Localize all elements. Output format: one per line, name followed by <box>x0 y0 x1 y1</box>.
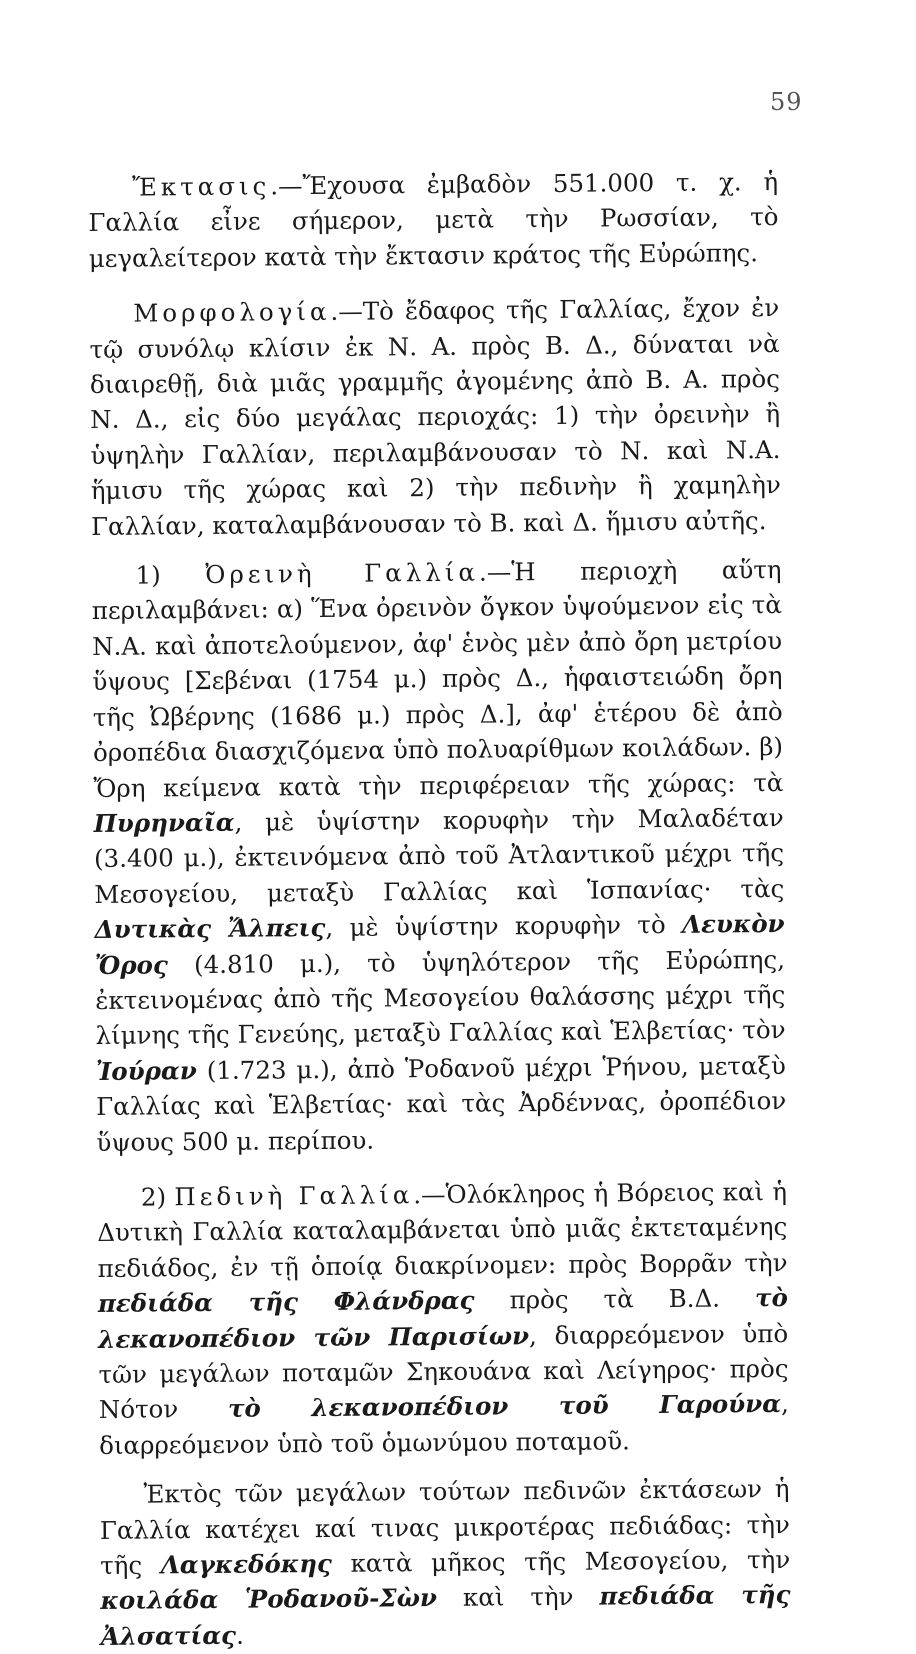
paragraph-text: (4.810 μ.), τὸ ὑψηλότερον τῆς Εὐρώπης, ἐκτεινομένας ἀπὸ τῆς Μεσογείου θαλάσσης μέχρι τῆς λίμνης τῆς Γενεύης, μεταξὺ Γαλλίας καὶ Ἑλβετίας· τὸν <box>95 944 786 1051</box>
heading-pedini: Πεδινὴ Γαλλία <box>174 1180 414 1212</box>
paragraph-text: (1.723 μ.), ἀπὸ Ῥοδανοῦ μέχρι Ῥήνου, μεταξὺ Γαλλίας καὶ Ἑλβετίας· καὶ τὰς Ἀρδέννας, ὀροπέδιον ὕψους 500 μ. περίπου. <box>96 1050 787 1157</box>
term-pyrenees: Πυρηναῖα <box>93 807 235 838</box>
paragraph-ektasis <box>88 164 779 276</box>
term-mont-blanc: Λευκὸν Ὄρος <box>94 909 785 980</box>
term-garonne-basin: τὸ λεκανοπέδιον τοῦ Γαρούνα <box>227 1389 782 1424</box>
section-number: 1) <box>135 560 161 590</box>
paragraph-ektos <box>99 1471 791 1654</box>
paragraph-oreini <box>91 552 786 1160</box>
page-number: 59 <box>770 88 803 116</box>
paragraph-text: .—Ἡ περιοχὴ αὕτη περιλαμβάνει: α) Ἕνα ὀρεινὸν ὄγκον ὑψούμενον εἰς τὰ Ν.Α. καὶ ἀποτελούμενον, ἀφ' ἑνὸς μὲν ἀπὸ ὄρη μετρίου ὕψους [Σεβέναι (1754 μ.) πρὸς Δ., ἡφαιστειώδη ὄρη τῆς Ὠβέρνης (1686 μ.) πρὸς Δ.], ἀφ' ἑτέρου δὲ ἀπὸ ὀροπέδια διασχιζόμενα ὑπὸ πολυαρίθμων κοιλάδων. β) Ὄρη κείμενα κατὰ τὴν περιφέρειαν τῆς χώρας: τὰ <box>91 555 784 803</box>
term-alsace: πεδιάδα τῆς Ἀλσατίας <box>100 1580 791 1651</box>
paragraph-text: .—Ἔχουσα ἐμβαδὸν 551.000 τ. χ. ἡ Γαλλία εἶνε σήμερον, μετὰ τὴν Ρωσσίαν, τὸ μεγαλείτερον κατὰ τὴν ἔκτασιν κράτος τῆς Εὐρώπης. <box>88 166 779 273</box>
term-languedoc: Λαγκεδόκης <box>160 1548 332 1580</box>
paragraph-text: καὶ τὴν <box>436 1582 600 1613</box>
term-flanders: πεδιάδα τῆς Φλάνδρας <box>97 1285 475 1319</box>
paragraph-text: . <box>235 1620 244 1650</box>
term-paris-basin: τὸ λεκανοπέδιον τῶν Παρισίων <box>98 1283 788 1354</box>
paragraph-text: κατὰ μῆκος τῆς Μεσογείου, τὴν <box>331 1544 791 1578</box>
text-block <box>88 164 791 1654</box>
term-rhone-saone: κοιλάδα Ῥοδανοῦ-Σὼν <box>100 1583 438 1616</box>
paragraph-text: , διαρρεόμενον ὑπὸ τοῦ ὁμωνύμου ποταμοῦ. <box>99 1389 789 1460</box>
paragraph-text: Ἐκτὸς τῶν μεγάλων τούτων πεδινῶν ἐκτάσεων ἡ Γαλλία κατέχει καί τινας μικροτέρας πεδιάδας: τὴν τῆς <box>99 1474 790 1580</box>
term-western-alps: Δυτικὰς Ἄλπεις <box>94 913 326 945</box>
paragraph-morfologia <box>89 290 781 544</box>
heading-ektasis: Ἔκτασις <box>132 171 271 202</box>
paragraph-text: .—Ὁλόκληρος ἡ Βόρειος καὶ ἡ Δυτικὴ Γαλλία καταλαμβάνεται ὑπὸ μιᾶς ἐκτεταμένης πεδιάδος, ἐν τῇ ὁποίᾳ διακρίνομεν: πρὸς Βορρᾶν τὴν <box>97 1176 788 1283</box>
paragraph-pedini <box>97 1174 789 1463</box>
paragraph-text: , διαρρεόμενον ὑπὸ τῶν μεγάλων ποταμῶν Σηκουάνα καὶ Λείγηρος· πρὸς Νότον <box>98 1318 789 1425</box>
paragraph-text: πρὸς τὰ Β.Δ. <box>474 1283 756 1315</box>
paragraph-text: , μὲ ὑψίστην κορυφὴν τὸ <box>325 909 683 943</box>
paragraph-text: , μὲ ὑψίστην κορυφὴν τὴν Μαλαδέταν (3.400 μ.), ἐκτεινόμενα ἀπὸ τοῦ Ἀτλαντικοῦ μέχρι τῆς Μεσογείου, μεταξὺ Γαλλίας καὶ Ἱσπανίας· τὰς <box>93 802 785 909</box>
paragraph-text: .—Τὸ ἔδαφος τῆς Γαλλίας, ἔχον ἐν τῷ συνόλῳ κλίσιν ἐκ Ν. Α. πρὸς Β. Δ., δύναται νὰ διαιρεθῇ, διὰ μιᾶς γραμμῆς ἀγομένης ἀπὸ Β. Α. πρὸς Ν. Δ., εἰς δύο μεγάλας περιοχάς: 1) τὴν ὀρεινὴν ἢ ὑψηλὴν Γαλλίαν, περιλαμβάνουσαν τὸ Ν. καὶ Ν.Α. ἥμισυ τῆς χώρας καὶ 2) τὴν πεδινὴν ἢ χαμηλὴν Γαλλίαν, καταλαμβάνουσαν τὸ Β. καὶ Δ. ἥμισυ αὐτῆς. <box>89 293 781 541</box>
heading-morfologia: Μορφολογία <box>133 297 331 328</box>
heading-oreini: Ὀρεινὴ Γαλλία <box>205 557 480 590</box>
term-jura: Ἰούραν <box>95 1055 197 1086</box>
section-number: 2) <box>140 1182 167 1212</box>
